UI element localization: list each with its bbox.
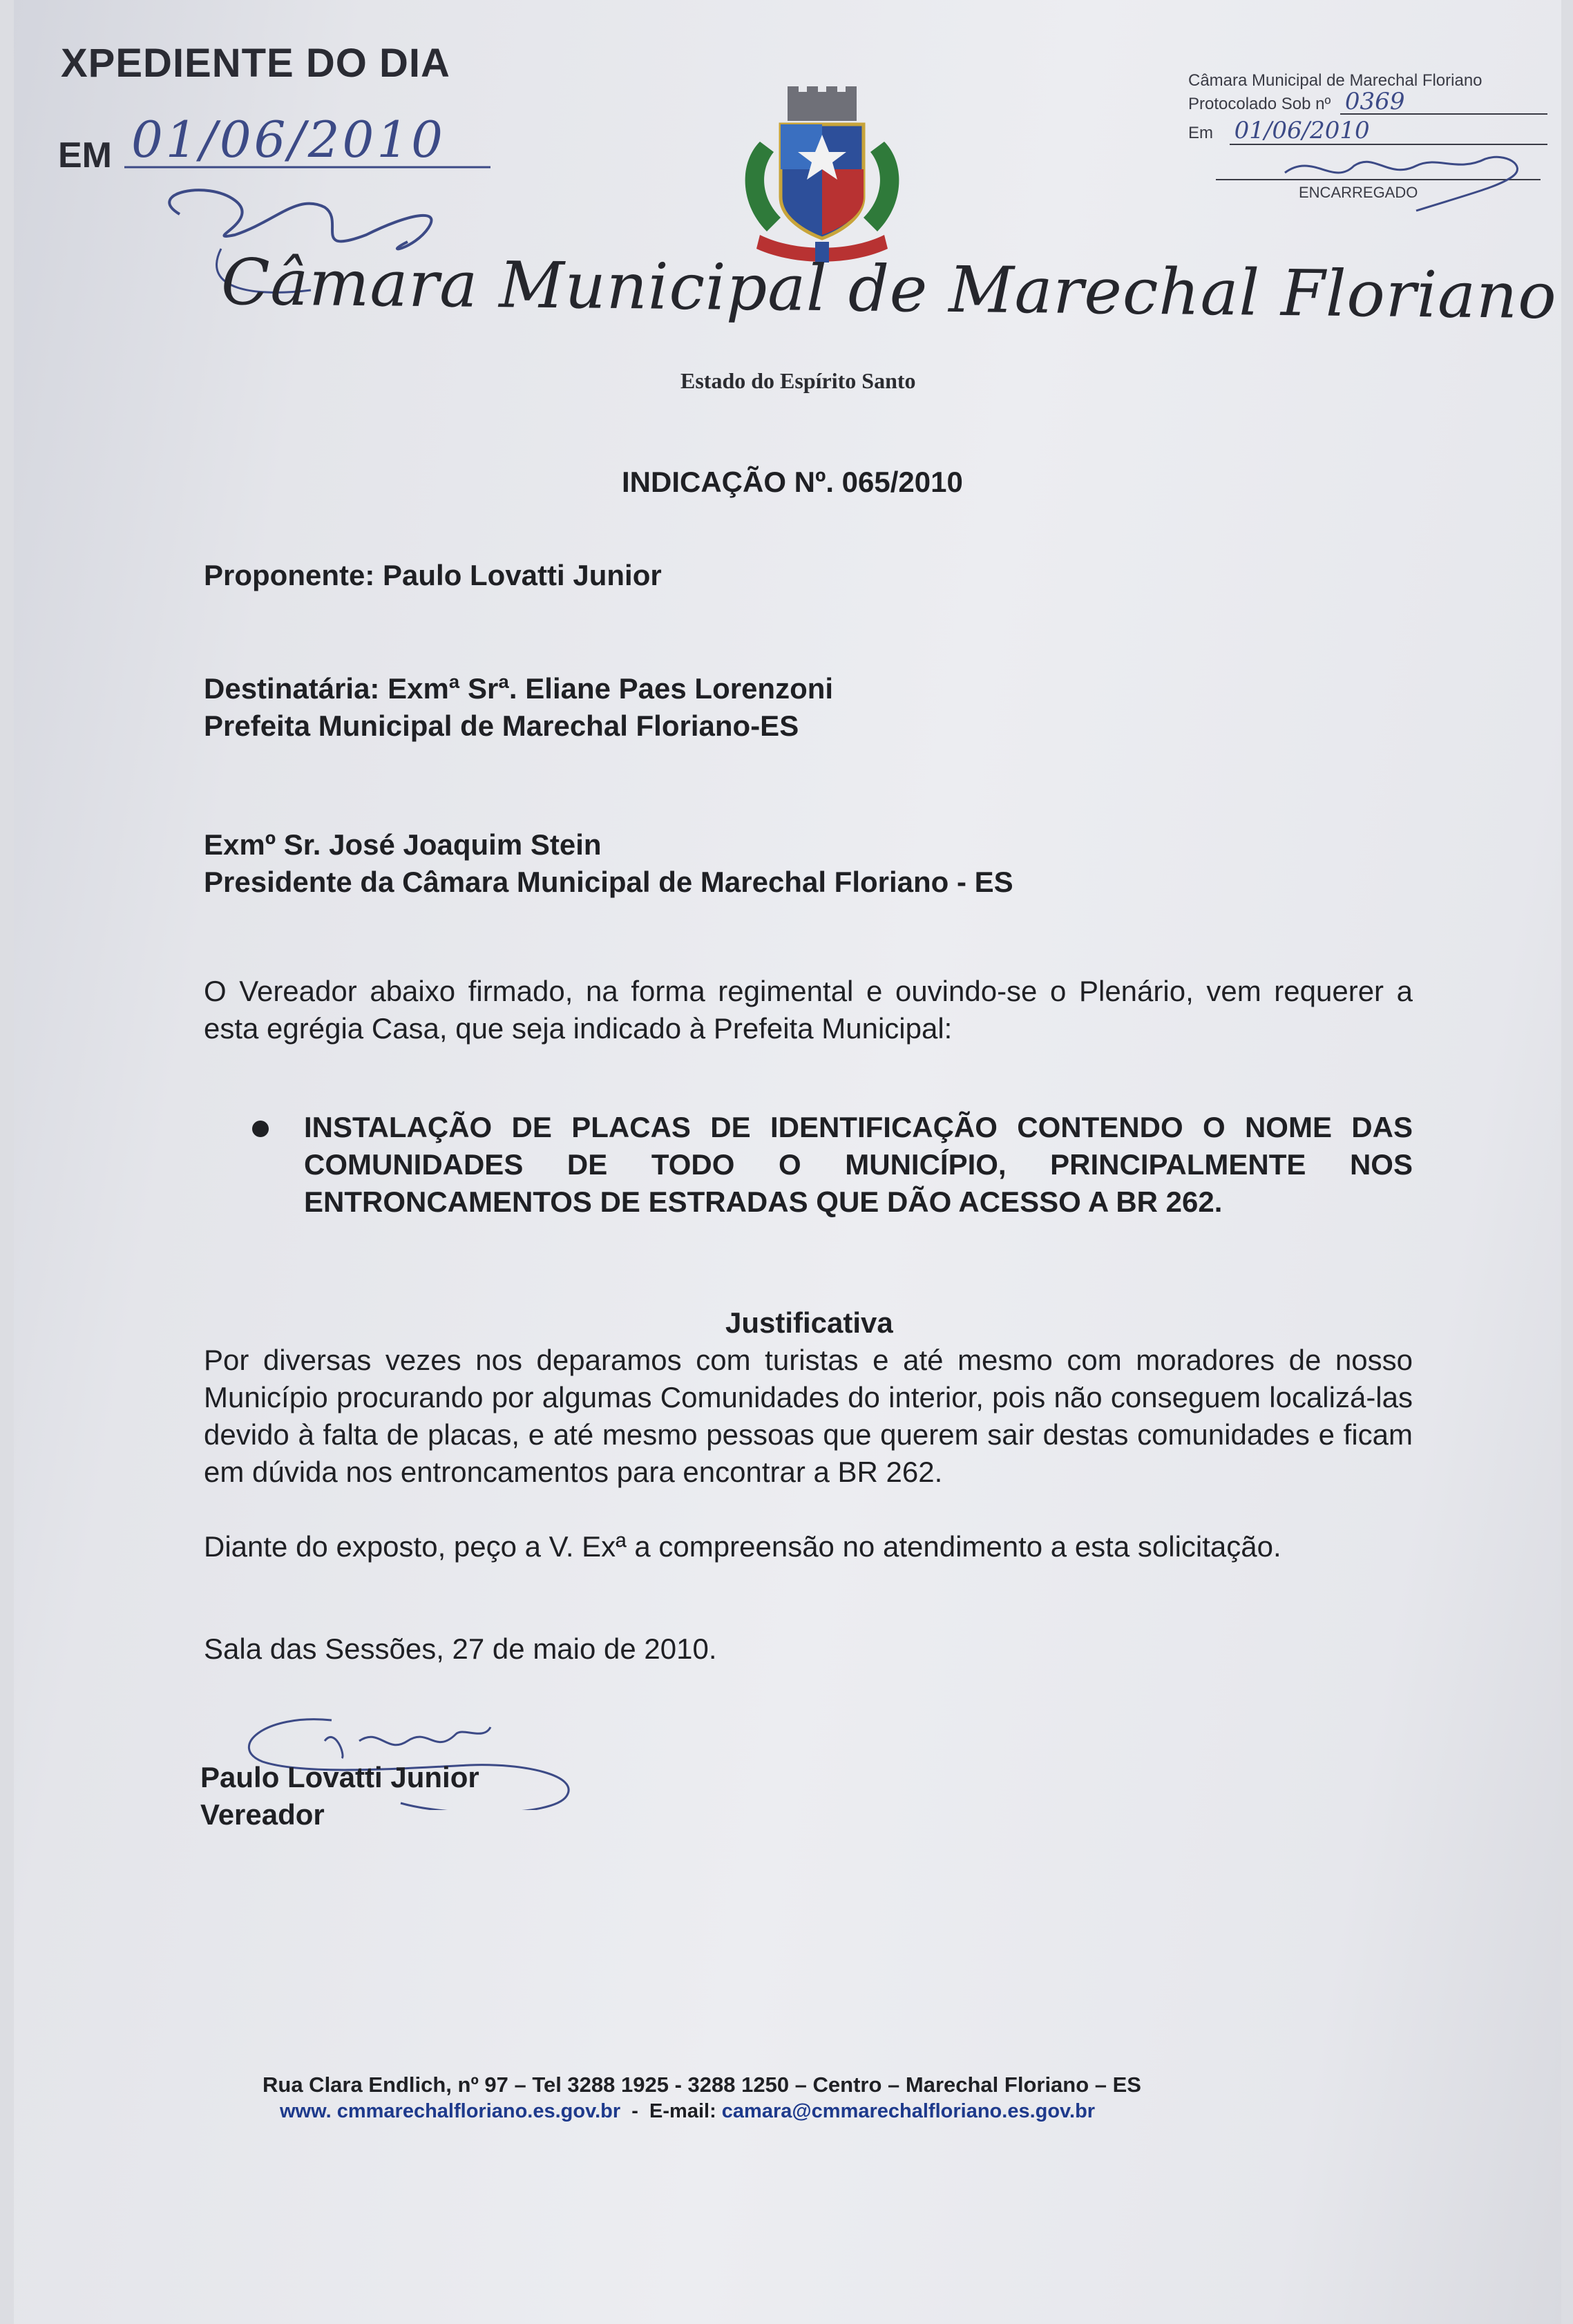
protocol-number-label: Protocolado Sob nº xyxy=(1188,95,1331,113)
place-date: Sala das Sessões, 27 de maio de 2010. xyxy=(204,1632,717,1665)
footer-address: Rua Clara Endlich, nº 97 – Tel 3288 1925 - 3288 1250 – Centro – Marechal Floriano – ES xyxy=(263,2073,1141,2097)
protocol-number: 0369 xyxy=(1344,88,1405,115)
footer-contact xyxy=(280,2100,1095,2123)
protocol-date-label: Em xyxy=(1188,124,1213,142)
footer-website-link[interactable]: www. cmmarechalfloriano.es.gov.br xyxy=(280,2100,621,2122)
protocol-line-3 xyxy=(1188,119,1370,145)
expediente-stamp: XPEDIENTE DO DIA xyxy=(61,41,450,86)
protocol-line-2 xyxy=(1188,90,1404,116)
protocol-number-rule xyxy=(1340,113,1547,115)
coat-of-arms-logo xyxy=(732,86,912,273)
proponent-line: Proponente: Paulo Lovatti Junior xyxy=(204,559,662,591)
document-heading: INDICAÇÃO Nº. 065/2010 xyxy=(622,466,963,498)
expediente-em-label: EM xyxy=(58,135,112,175)
protocol-date: 01/06/2010 xyxy=(1234,117,1370,144)
document-page xyxy=(14,0,1561,2324)
president-line-1: Exmº Sr. José Joaquim Stein xyxy=(204,828,602,861)
justification-heading: Justificativa xyxy=(725,1306,893,1339)
closing-paragraph: Diante do exposto, peço a V. Exª a compreensão no atendimento a esta solicitação. xyxy=(204,1530,1281,1563)
bullet-dot-icon xyxy=(252,1121,269,1137)
intro-paragraph: O Vereador abaixo firmado, na forma regimental e ouvindo-se o Plenário, vem requerer a esta egrégia Casa, que seja indicado à Prefeita Municipal: xyxy=(204,975,1413,1045)
signer-role: Vereador xyxy=(200,1798,325,1831)
page-subtitle: Estado do Espírito Santo xyxy=(680,368,916,393)
recipient-line-1: Destinatária: Exmª Srª. Eliane Paes Lorenzoni xyxy=(204,672,834,705)
bullet-item: INSTALAÇÃO DE PLACAS DE IDENTIFICAÇÃO CONTENDO O NOME DAS COMUNIDADES DE TODO O MUNICÍPIO, PRINCIPALMENTE NOS ENTRONCAMENTOS DE ESTRADAS QUE DÃO ACESSO A BR 262. xyxy=(304,1111,1413,1218)
protocol-encarregado: ENCARREGADO xyxy=(1299,184,1418,201)
protocol-line-1: Câmara Municipal de Marechal Floriano xyxy=(1188,71,1483,90)
signer-name: Paulo Lovatti Junior xyxy=(200,1761,479,1793)
recipient-line-2: Prefeita Municipal de Marechal Floriano-ES xyxy=(204,709,799,742)
page-title: Câmara Municipal de Marechal Floriano xyxy=(220,245,1558,334)
justification-paragraph: Por diversas vezes nos deparamos com turistas e até mesmo com moradores de nosso Município procurando por algumas Comunidades do interior, pois não conseguem localizá-las devido à falta de placas, e até mesmo pessoas que querem sair destas comunidades e ficam em dúvida nos entroncamentos para encontrar a BR 262. xyxy=(204,1344,1413,1488)
expediente-date: 01/06/2010 xyxy=(131,111,446,169)
footer-email-label: - E-mail: xyxy=(620,2100,722,2122)
president-line-2: Presidente da Câmara Municipal de Marechal Floriano - ES xyxy=(204,866,1013,898)
footer-email-link[interactable]: camara@cmmarechalfloriano.es.gov.br xyxy=(721,2100,1096,2122)
